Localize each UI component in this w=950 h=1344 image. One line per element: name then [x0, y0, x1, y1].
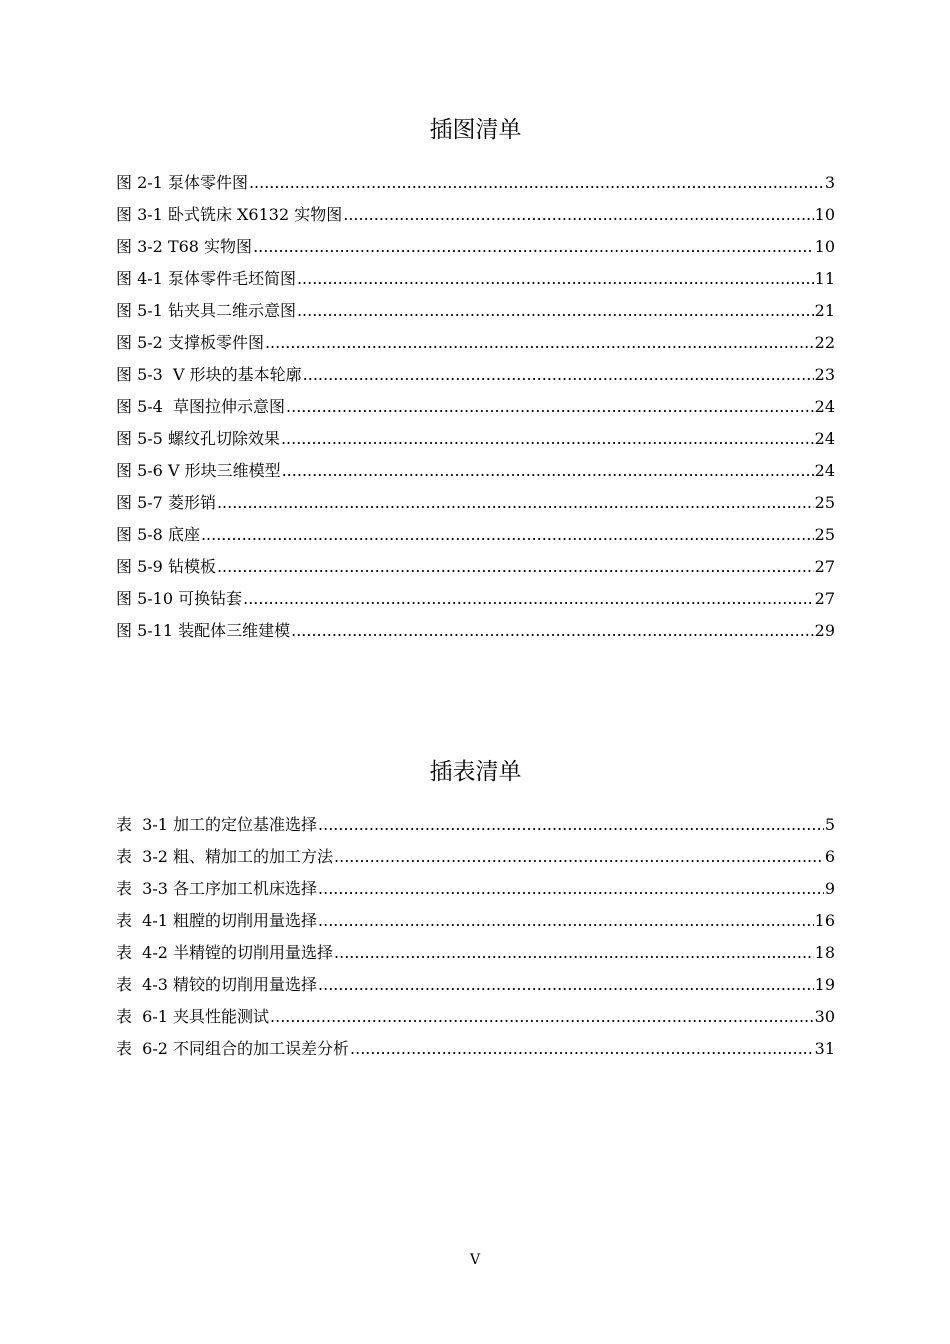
figure-entry-page: 25: [814, 525, 835, 544]
figure-entry[interactable]: [116, 167, 835, 199]
dot-leader: [217, 551, 814, 583]
figure-entry[interactable]: [116, 583, 835, 615]
dot-leader: [291, 615, 814, 647]
figure-entry[interactable]: [116, 519, 835, 551]
table-list-title: 插表清单: [429, 759, 522, 785]
table-list-section: [116, 757, 835, 1065]
figure-entry[interactable]: [116, 391, 835, 423]
table-entry[interactable]: [116, 841, 835, 873]
figure-entry-page: 27: [814, 557, 835, 576]
table-entry[interactable]: [116, 1033, 835, 1065]
table-entry-page: 19: [814, 975, 835, 994]
dot-leader: [343, 199, 813, 231]
figure-entry[interactable]: [116, 231, 835, 263]
figure-entry[interactable]: [116, 359, 835, 391]
figure-entry-label: 图 5-7 菱形销: [116, 493, 216, 512]
figure-entry[interactable]: [116, 423, 835, 455]
figure-entry-label: 图 5-6 V 形块三维模型: [116, 461, 281, 480]
figure-entry-page: 25: [814, 493, 835, 512]
table-entry[interactable]: [116, 809, 835, 841]
dot-leader: [201, 519, 814, 551]
figure-entry-label: 图 3-1 卧式铣床 X6132 实物图: [116, 205, 343, 224]
dot-leader: [281, 423, 814, 455]
figure-entry[interactable]: [116, 263, 835, 295]
table-entry-label: 表 3-1 加工的定位基准选择: [116, 815, 318, 834]
dot-leader: [286, 391, 814, 423]
figure-entry-page: 24: [814, 461, 835, 480]
figure-entry-page: 27: [814, 589, 835, 608]
dot-leader: [318, 873, 824, 905]
figure-entry-label: 图 5-4 草图拉伸示意图: [116, 397, 286, 416]
dot-leader: [334, 841, 824, 873]
figure-list: [116, 167, 835, 647]
dot-leader: [270, 1001, 814, 1033]
table-entry-label: 表 3-3 各工序加工机床选择: [116, 879, 318, 898]
table-entry[interactable]: [116, 969, 835, 1001]
figure-entry-page: 24: [814, 429, 835, 448]
table-entry-page: 18: [814, 943, 835, 962]
figure-entry-label: 图 2-1 泵体零件图: [116, 173, 248, 192]
figure-entry[interactable]: [116, 487, 835, 519]
dot-leader: [243, 583, 814, 615]
figure-entry-page: 24: [814, 397, 835, 416]
dot-leader: [282, 455, 814, 487]
dot-leader: [318, 809, 824, 841]
table-entry-label: 表 4-3 精铰的切削用量选择: [116, 975, 318, 994]
figure-entry[interactable]: [116, 327, 835, 359]
table-entry-page: 6: [824, 847, 835, 866]
dot-leader: [334, 937, 814, 969]
table-entry[interactable]: [116, 905, 835, 937]
figure-entry-page: 21: [814, 301, 835, 320]
dot-leader: [217, 487, 814, 519]
figure-entry-label: 图 5-2 支撑板零件图: [116, 333, 264, 352]
table-entry-page: 5: [824, 815, 835, 834]
figure-list-title: 插图清单: [429, 117, 522, 143]
figure-entry-label: 图 5-9 钻模板: [116, 557, 216, 576]
table-entry[interactable]: [116, 873, 835, 905]
table-entry-label: 表 3-2 粗、精加工的加工方法: [116, 847, 334, 866]
dot-leader: [350, 1033, 814, 1065]
figure-entry[interactable]: [116, 615, 835, 647]
dot-leader: [297, 263, 814, 295]
dot-leader: [318, 969, 814, 1001]
page-number: V: [469, 1252, 481, 1268]
figure-entry-label: 图 5-5 螺纹孔切除效果: [116, 429, 280, 448]
table-entry-label: 表 4-1 粗膛的切削用量选择: [116, 911, 318, 930]
table-entry-label: 表 6-1 夹具性能测试: [116, 1007, 270, 1026]
table-entry[interactable]: [116, 1001, 835, 1033]
figure-entry-page: 23: [814, 365, 835, 384]
table-entry-page: 31: [814, 1039, 835, 1058]
figure-entry-label: 图 3-2 T68 实物图: [116, 237, 253, 256]
table-list: [116, 809, 835, 1065]
figure-entry-page: 3: [824, 173, 835, 192]
figure-entry[interactable]: [116, 199, 835, 231]
table-entry-page: 16: [814, 911, 835, 930]
dot-leader: [318, 905, 814, 937]
figure-entry-label: 图 5-8 底座: [116, 525, 200, 544]
figure-entry-page: 10: [814, 205, 835, 224]
table-entry[interactable]: [116, 937, 835, 969]
dot-leader: [297, 295, 814, 327]
figure-entry-page: 10: [814, 237, 835, 256]
table-entry-page: 30: [814, 1007, 835, 1026]
dot-leader: [303, 359, 814, 391]
figure-entry-label: 图 5-10 可换钻套: [116, 589, 243, 608]
table-entry-label: 表 4-2 半精镗的切削用量选择: [116, 943, 334, 962]
dot-leader: [253, 231, 814, 263]
figure-entry-label: 图 5-3 V 形块的基本轮廓: [116, 365, 302, 384]
figure-entry[interactable]: [116, 551, 835, 583]
figure-entry-page: 11: [814, 269, 835, 288]
figure-entry-label: 图 5-1 钻夹具二维示意图: [116, 301, 296, 320]
table-entry-page: 9: [824, 879, 835, 898]
dot-leader: [249, 167, 824, 199]
figure-entry-label: 图 4-1 泵体零件毛坯简图: [116, 269, 296, 288]
figure-entry[interactable]: [116, 295, 835, 327]
figure-entry-page: 22: [814, 333, 835, 352]
table-entry-label: 表 6-2 不同组合的加工误差分析: [116, 1039, 350, 1058]
figure-entry-page: 29: [814, 621, 835, 640]
figure-entry-label: 图 5-11 装配体三维建模: [116, 621, 291, 640]
figure-entry[interactable]: [116, 455, 835, 487]
figure-list-section: [116, 115, 835, 647]
dot-leader: [265, 327, 814, 359]
